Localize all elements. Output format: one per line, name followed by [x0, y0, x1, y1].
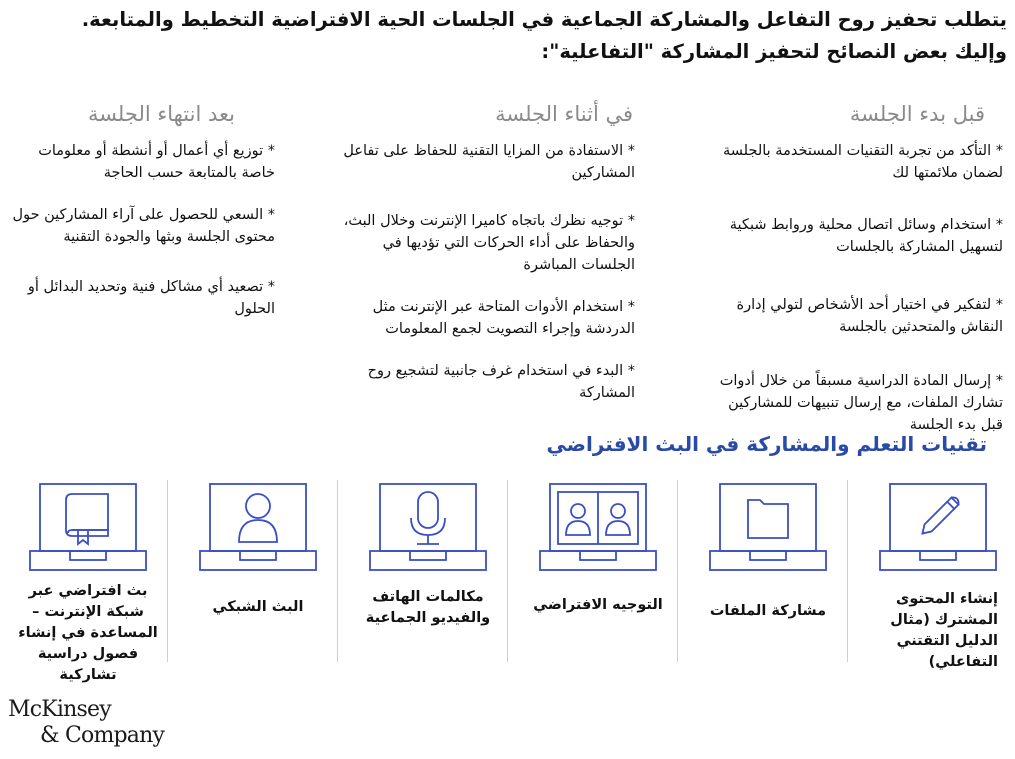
tech-label: بث افتراضي عبر شبكة الإنترنت – المساعدة في إنشاء فصول دراسية تشاركية	[18, 583, 158, 683]
tip-item: * لتفكير في اختيار أحد الأشخاص لتولي إدارة النقاش والمتحدثين بالجلسة	[736, 297, 1003, 335]
logo-line-1: McKinsey	[8, 697, 111, 722]
tip-item: * التأكد من تجربة التقنيات المستخدمة بالجلسة لضمان ملائمتها لك	[722, 143, 1003, 181]
column-before-session	[703, 102, 1003, 456]
tech-item-online-broadcast	[8, 480, 168, 686]
tip-item: * البدء في استخدام غرف جانبية لتشجيع روح المشاركة	[367, 363, 635, 401]
tech-label: مكالمات الهاتف والفيديو الجماعية	[365, 589, 491, 626]
mckinsey-logo	[8, 697, 164, 749]
tech-label: التوجيه الافتراضي	[533, 597, 663, 613]
column-during-session	[335, 102, 635, 424]
tip-item: * السعي للحصول على آراء المشاركين حول محتوى الجلسة وبثها والجودة التقنية	[12, 207, 275, 245]
tech-item-group-calls	[348, 480, 508, 629]
tip-item: * توزيع أي أعمال أو أنشطة أو معلومات خاصة بالمتابعة حسب الحاجة	[38, 143, 275, 181]
pencil-icon	[878, 480, 998, 575]
person-icon	[198, 480, 318, 575]
microphone-icon	[368, 480, 488, 575]
tip-item: * استخدام الأدوات المتاحة عبر الإنترنت مثل الدردشة وإجراء التصويت لجمع المعلومات	[372, 299, 635, 337]
technologies-title: تقنيات التعلم والمشاركة في البث الافتراضي	[546, 432, 987, 456]
tech-item-file-sharing	[688, 480, 848, 622]
tech-item-shared-content	[858, 480, 1015, 673]
tip-item: * توجيه نظرك باتجاه كاميرا الإنترنت وخلال البث، والحفاظ على أداء الحركات التي تؤديها في الجلسات المباشرة	[343, 213, 635, 273]
tech-item-webcast	[178, 480, 338, 618]
tech-item-virtual-coaching	[518, 480, 678, 616]
column-heading: قبل بدء الجلسة	[849, 102, 985, 126]
column-after-session	[5, 102, 275, 340]
intro-line-2: وإليك بعض النصائح لتحفيز المشاركة "التفاعلية":	[541, 40, 1007, 63]
folder-icon	[708, 480, 828, 575]
tech-label: البث الشبكي	[212, 599, 304, 615]
intro-line-1: يتطلب تحفيز روح التفاعل والمشاركة الجماعية في الجلسات الحية الافتراضية التخطيط والمتابعة.	[81, 8, 1007, 31]
tech-label: مشاركة الملفات	[709, 603, 827, 619]
book-icon	[28, 480, 148, 575]
column-heading: في أثناء الجلسة	[495, 102, 633, 126]
tip-item: * إرسال المادة الدراسية مسبقاً من خلال أدوات تشارك الملفات، مع إرسال تنبيهات للمشاركين قبل بدء الجلسة	[719, 373, 1003, 433]
logo-line-2: & Company	[40, 723, 165, 748]
tech-label: إنشاء المحتوى المشترك (مثال الدليل التقتني التفاعلي)	[890, 591, 998, 670]
column-heading: بعد انتهاء الجلسة	[87, 102, 235, 126]
intro-text	[7, 4, 1007, 68]
two-people-icon	[538, 480, 658, 575]
tip-item: * الاستفادة من المزايا التقنية للحفاظ على تفاعل المشاركين	[343, 143, 635, 181]
technologies-row	[12, 480, 1012, 685]
tip-item: * استخدام وسائل اتصال محلية وروابط شبكية لتسهيل المشاركة بالجلسات	[729, 217, 1003, 255]
tip-item: * تصعيد أي مشاكل فنية وتحديد البدائل أو الحلول	[27, 279, 275, 317]
